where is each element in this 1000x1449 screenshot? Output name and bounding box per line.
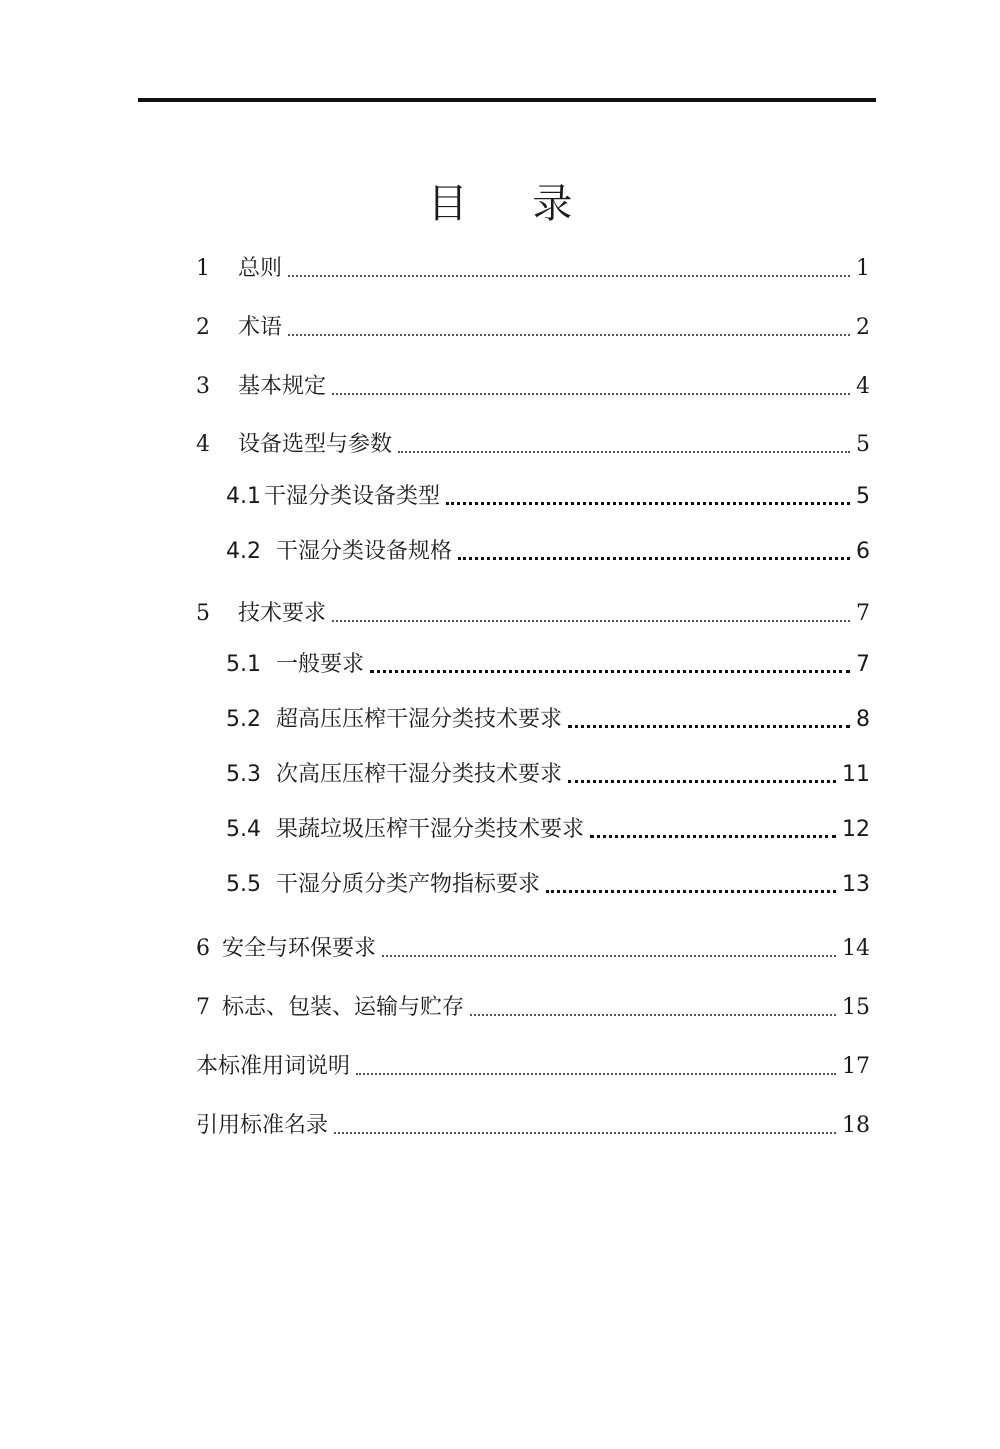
toc-entry-page: 7 xyxy=(856,652,870,677)
header-rule xyxy=(138,98,876,102)
toc-entry-number: 5.3 xyxy=(226,762,261,787)
toc-entry-label: 标志、包装、运输与贮存 xyxy=(222,995,465,1020)
toc-entry-label: 干湿分类设备类型 xyxy=(264,484,441,509)
toc-entry-number: 4 xyxy=(196,432,210,457)
toc-entry-page: 18 xyxy=(842,1113,870,1138)
dot-leader xyxy=(356,1072,836,1075)
toc-entry[interactable] xyxy=(196,368,870,402)
toc-entry-number: 5.1 xyxy=(226,652,261,677)
toc-entry-label: 安全与环保要求 xyxy=(222,936,377,961)
toc-entry-label: 本标准用词说明 xyxy=(196,1054,351,1079)
toc-entry-number: 4.1 xyxy=(226,484,261,509)
toc-entry-page: 5 xyxy=(856,432,870,457)
toc-entry-page: 15 xyxy=(842,995,870,1020)
toc-entry-label: 技术要求 xyxy=(238,601,327,626)
toc-entry-label: 总则 xyxy=(238,256,283,281)
toc-entry[interactable] xyxy=(196,989,870,1023)
dot-leader xyxy=(568,779,836,783)
toc-entry-label: 设备选型与参数 xyxy=(238,432,393,457)
dot-leader xyxy=(546,889,836,893)
toc-entry-number: 5.5 xyxy=(226,872,261,897)
toc-entry[interactable] xyxy=(196,426,870,460)
dot-leader xyxy=(370,669,850,673)
toc-entry-number: 4.2 xyxy=(226,539,261,564)
toc-entry-number: 5.4 xyxy=(226,817,261,842)
toc-entry-page: 12 xyxy=(842,817,870,842)
toc-entry-label: 一般要求 xyxy=(276,652,365,677)
toc-entry-page: 1 xyxy=(856,256,870,281)
toc-entry-page: 8 xyxy=(856,707,870,732)
toc-entry-page: 6 xyxy=(856,539,870,564)
toc-entry[interactable] xyxy=(196,595,870,629)
toc-entry-label: 基本规定 xyxy=(238,374,327,399)
toc-entry[interactable] xyxy=(196,1107,870,1141)
toc-entry-page: 5 xyxy=(856,484,870,509)
toc-entry[interactable] xyxy=(196,250,870,284)
page-title: 目 录 xyxy=(427,181,599,227)
toc-entry-number: 5 xyxy=(196,601,210,626)
toc-entry-page: 4 xyxy=(856,374,870,399)
toc-entry-page: 7 xyxy=(856,601,870,626)
toc-entry-label: 术语 xyxy=(238,315,283,340)
toc-entry-label: 干湿分类设备规格 xyxy=(276,539,453,564)
toc-entry-number: 6 xyxy=(196,936,210,961)
toc-entry-number: 1 xyxy=(196,256,210,281)
dot-leader xyxy=(470,1013,836,1016)
toc-entry-label: 次高压压榨干湿分类技术要求 xyxy=(276,762,563,787)
toc-entry-page: 11 xyxy=(842,762,870,787)
dot-leader xyxy=(590,834,836,838)
dot-leader xyxy=(382,954,836,957)
dot-leader xyxy=(334,1131,836,1134)
toc-subentry[interactable] xyxy=(226,866,870,900)
toc-entry-page: 14 xyxy=(842,936,870,961)
toc-subentry[interactable] xyxy=(226,478,870,512)
toc-entry-label: 引用标准名录 xyxy=(196,1113,329,1138)
toc-entry-page: 2 xyxy=(856,315,870,340)
toc-entry-label: 干湿分质分类产物指标要求 xyxy=(276,872,541,897)
toc-subentry[interactable] xyxy=(226,701,870,735)
dot-leader xyxy=(332,392,850,395)
dot-leader xyxy=(288,274,850,277)
dot-leader xyxy=(332,619,850,622)
toc-entry[interactable] xyxy=(196,309,870,343)
dot-leader xyxy=(288,333,850,336)
toc-entry-page: 13 xyxy=(842,872,870,897)
dot-leader xyxy=(398,450,850,453)
toc-subentry[interactable] xyxy=(226,756,870,790)
toc-entry-page: 17 xyxy=(842,1054,870,1079)
toc-entry[interactable] xyxy=(196,1048,870,1082)
toc-subentry[interactable] xyxy=(226,811,870,845)
toc-subentry[interactable] xyxy=(226,533,870,567)
toc-entry-number: 5.2 xyxy=(226,707,261,732)
dot-leader xyxy=(446,501,850,505)
dot-leader xyxy=(458,556,850,560)
toc-entry-number: 3 xyxy=(196,374,210,399)
toc-entry-number: 2 xyxy=(196,315,210,340)
toc-subentry[interactable] xyxy=(226,646,870,680)
toc-entry-number: 7 xyxy=(196,995,210,1020)
toc-entry-label: 超高压压榨干湿分类技术要求 xyxy=(276,707,563,732)
toc-entry[interactable] xyxy=(196,930,870,964)
toc-entry-label: 果蔬垃圾压榨干湿分类技术要求 xyxy=(276,817,585,842)
dot-leader xyxy=(568,724,850,728)
